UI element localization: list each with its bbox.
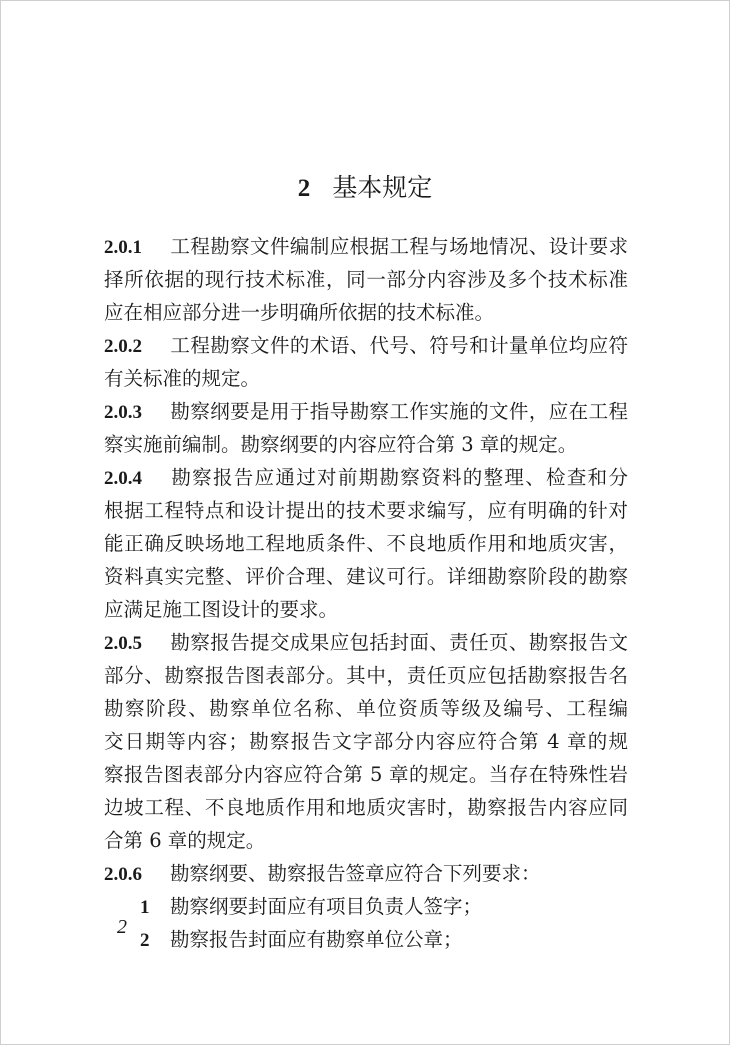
clause-text: 工程勘察文件的术语、代号、符号和计量单位均应符 <box>170 334 628 357</box>
chapter-heading <box>0 168 730 204</box>
clause-line <box>104 758 628 791</box>
clause-text: 边坡工程、不良地质作用和地质灾害时，勘察报告内容应同 <box>104 796 628 819</box>
page-number: 2 <box>117 916 127 938</box>
clause-text: 合第 6 章的规定。 <box>104 829 266 852</box>
clause-line <box>104 362 628 395</box>
clause-text: 勘察阶段、勘察单位名称、单位资质等级及编号、工程编 <box>104 697 628 720</box>
clause-text: 有关标准的规定。 <box>104 367 261 390</box>
clause-line <box>104 395 628 428</box>
clause-line <box>104 857 628 890</box>
clause-line <box>104 527 628 560</box>
item-number: 2 <box>140 930 150 951</box>
clause-number: 2.0.1 <box>104 237 142 258</box>
item-text: 勘察纲要封面应有项目负责人签字； <box>170 895 483 918</box>
clause-number: 2.0.3 <box>104 402 142 423</box>
clause-text: 根据工程特点和设计提出的技术要求编写，应有明确的针对 <box>104 499 628 522</box>
clause-line <box>104 692 628 725</box>
clause-line <box>104 593 628 626</box>
chapter-number: 2 <box>297 175 311 202</box>
clause-text: 勘察纲要是用于指导勘察工作实施的文件，应在工程 <box>170 400 628 423</box>
clause-line <box>104 560 628 593</box>
clause-text: 勘察报告应通过对前期勘察资料的整理、检查和分 <box>170 466 628 489</box>
clause-text: 应满足施工图设计的要求。 <box>104 598 339 621</box>
item-number: 1 <box>140 897 150 918</box>
clause-text: 勘察报告提交成果应包括封面、责任页、勘察报告文 <box>170 631 628 654</box>
chapter-title: 基本规定 <box>332 173 433 202</box>
clause-number: 2.0.5 <box>104 633 142 654</box>
clause-number: 2.0.6 <box>104 864 142 885</box>
clause-text: 工程勘察文件编制应根据工程与场地情况、设计要求 <box>170 235 628 258</box>
clause-text: 资料真实完整、评价合理、建议可行。详细勘察阶段的勘察 <box>104 565 628 588</box>
clause-line <box>104 428 628 461</box>
clause-line <box>104 296 628 329</box>
clause-text: 择所依据的现行技术标准，同一部分内容涉及多个技术标准 <box>104 268 628 291</box>
clause-text: 察报告图表部分内容应符合第 5 章的规定。当存在特殊性岩 <box>104 763 628 786</box>
clause-text: 应在相应部分进一步明确所依据的技术标准。 <box>104 301 495 324</box>
list-item <box>104 890 628 923</box>
clause-text: 交日期等内容；勘察报告文字部分内容应符合第 4 章的规 <box>104 730 628 753</box>
clause-text: 能正确反映场地工程地质条件、不良地质作用和地质灾害， <box>104 532 628 555</box>
document-body <box>104 230 628 956</box>
clause-line <box>104 824 628 857</box>
clause-line <box>104 263 628 296</box>
list-item <box>104 923 628 956</box>
clause-line <box>104 626 628 659</box>
clause-text: 部分、勘察报告图表部分。其中，责任页应包括勘察报告名 <box>104 664 628 687</box>
clause-line <box>104 230 628 263</box>
clause-line <box>104 494 628 527</box>
clause-text: 勘察纲要、勘察报告签章应符合下列要求： <box>170 862 541 885</box>
clause-line <box>104 659 628 692</box>
clause-text: 察实施前编制。勘察纲要的内容应符合第 3 章的规定。 <box>104 433 578 456</box>
clause-line <box>104 461 628 494</box>
clause-number: 2.0.2 <box>104 336 142 357</box>
clause-line <box>104 791 628 824</box>
clause-line <box>104 725 628 758</box>
clause-number: 2.0.4 <box>104 468 142 489</box>
item-text: 勘察报告封面应有勘察单位公章； <box>170 928 463 951</box>
clause-line <box>104 329 628 362</box>
